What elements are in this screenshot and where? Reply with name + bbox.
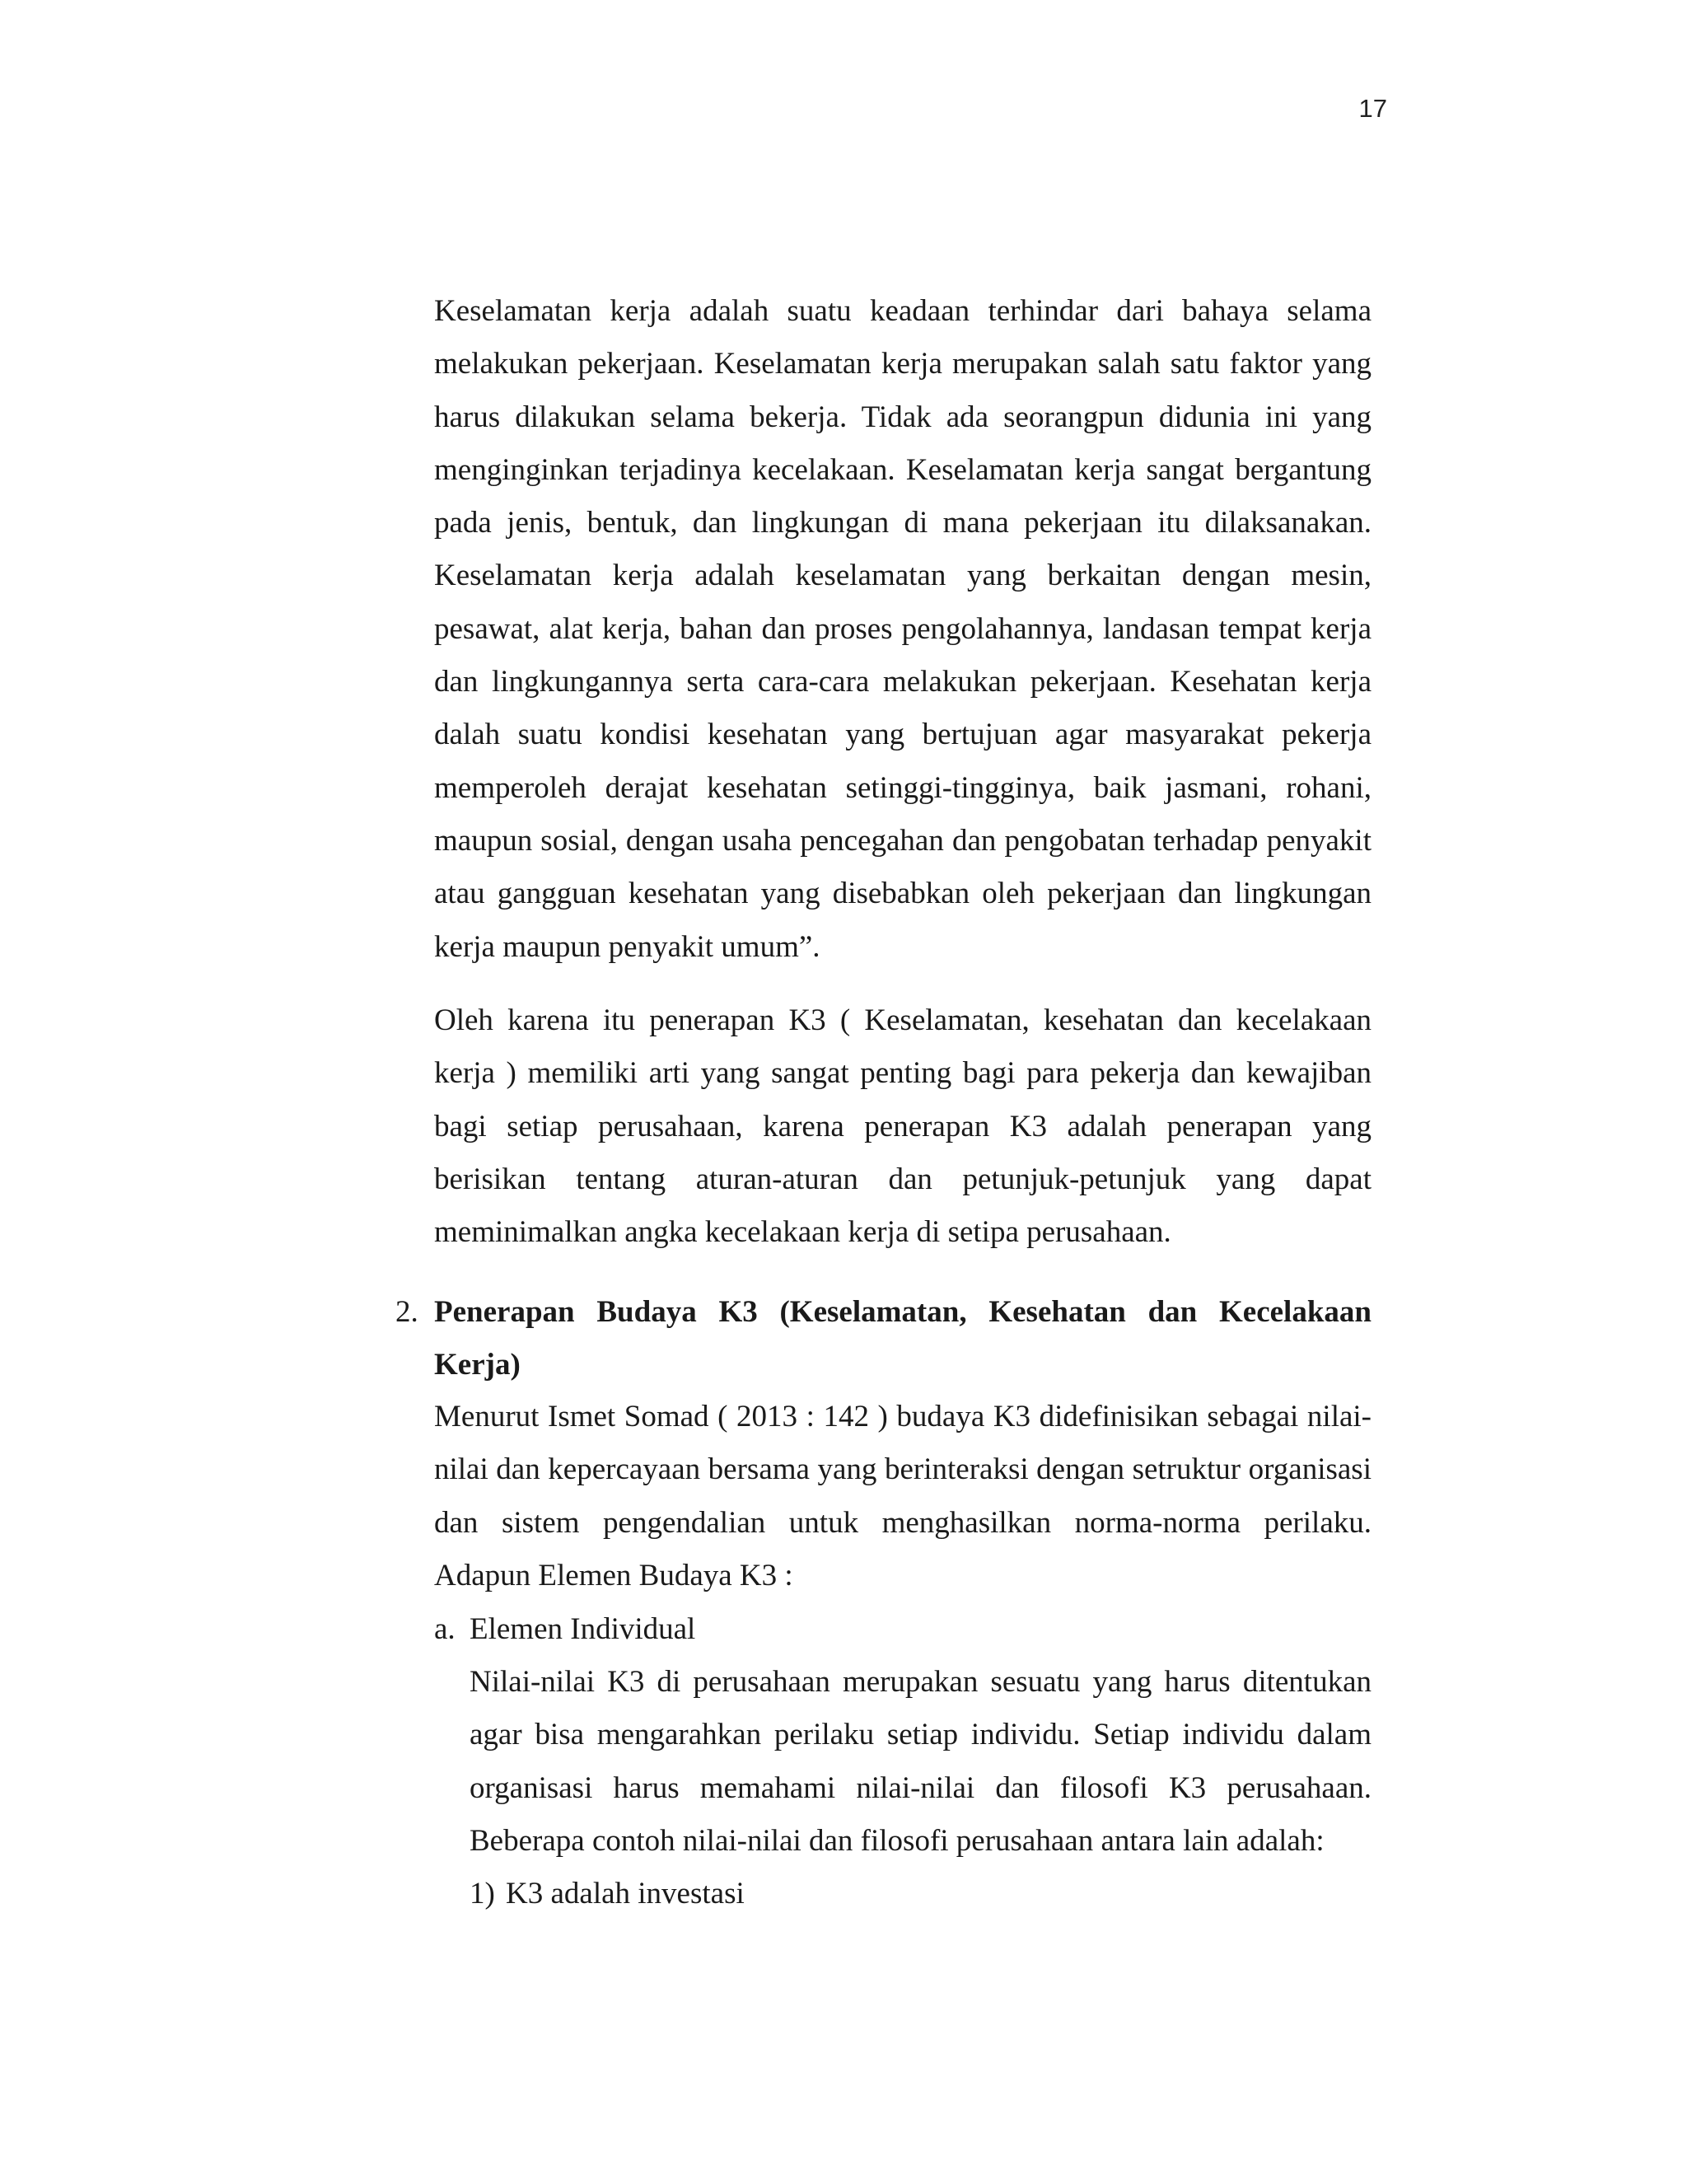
page-number: 17: [1358, 94, 1387, 123]
subsection-title: Elemen Individual: [470, 1612, 696, 1646]
paragraph-budaya-k3: Menurut Ismet Somad ( 2013 : 142 ) budaya K3 didefinisikan sebagai nilai-nilai dan kepercayaan bersama yang berinteraksi dengan setruktur organisasi dan sistem pengendalian untuk menghasilkan norma-norma perilaku. Adapun Elemen Budaya K3 :: [434, 1400, 1372, 1592]
list-item-marker: 1): [470, 1877, 495, 1910]
section-heading: Penerapan Budaya K3 (Keselamatan, Kesehatan dan Kecelakaan Kerja): [434, 1295, 1372, 1382]
paragraph-elemen-individual: Nilai-nilai K3 di perusahaan merupakan sesuatu yang harus ditentukan agar bisa mengarahkan perilaku setiap individu. Setiap individu dalam organisasi harus memahami nilai-nilai dan filosofi K3 perusahaan. Beberapa contoh nilai-nilai dan filosofi perusahaan antara lain adalah:: [470, 1665, 1372, 1858]
paragraph-penerapan-k3: Oleh karena itu penerapan K3 ( Keselamatan, kesehatan dan kecelakaan kerja ) memiliki arti yang sangat penting bagi para pekerja dan kewajiban bagi setiap perusahaan, karena penerapan K3 adalah penerapan yang berisikan tentang aturan-aturan dan petunjuk-petunjuk yang dapat meminimalkan angka kecelakaan kerja di setipa perusahaan.: [434, 1003, 1372, 1250]
section-number: 2.: [395, 1295, 418, 1329]
paragraph-keselamatan-kerja: Keselamatan kerja adalah suatu keadaan terhindar dari bahaya selama melakukan pekerjaan. Keselamatan kerja merupakan salah satu faktor yang harus dilakukan selama bekerja. Tidak ada seorangpun didunia ini yang menginginkan terjadinya kecelakaan. Keselamatan kerja sangat bergantung pada jenis, bentuk, dan lingkungan di mana pekerjaan itu dilaksanakan. Keselamatan kerja adalah keselamatan yang berkaitan dengan mesin, pesawat, alat kerja, bahan dan proses pengolahannya, landasan tempat kerja dan lingkungannya serta cara-cara melakukan pekerjaan. Kesehatan kerja dalah suatu kondisi kesehatan yang bertujuan agar masyarakat pekerja memperoleh derajat kesehatan setinggi-tingginya, baik jasmani, rohani, maupun sosial, dengan usaha pencegahan dan pengobatan terhadap penyakit atau gangguan kesehatan yang disebabkan oleh pekerjaan dan lingkungan kerja maupun penyakit umum”.: [434, 294, 1372, 964]
subsection-marker: a.: [434, 1612, 456, 1646]
list-item: K3 adalah investasi: [506, 1877, 745, 1910]
